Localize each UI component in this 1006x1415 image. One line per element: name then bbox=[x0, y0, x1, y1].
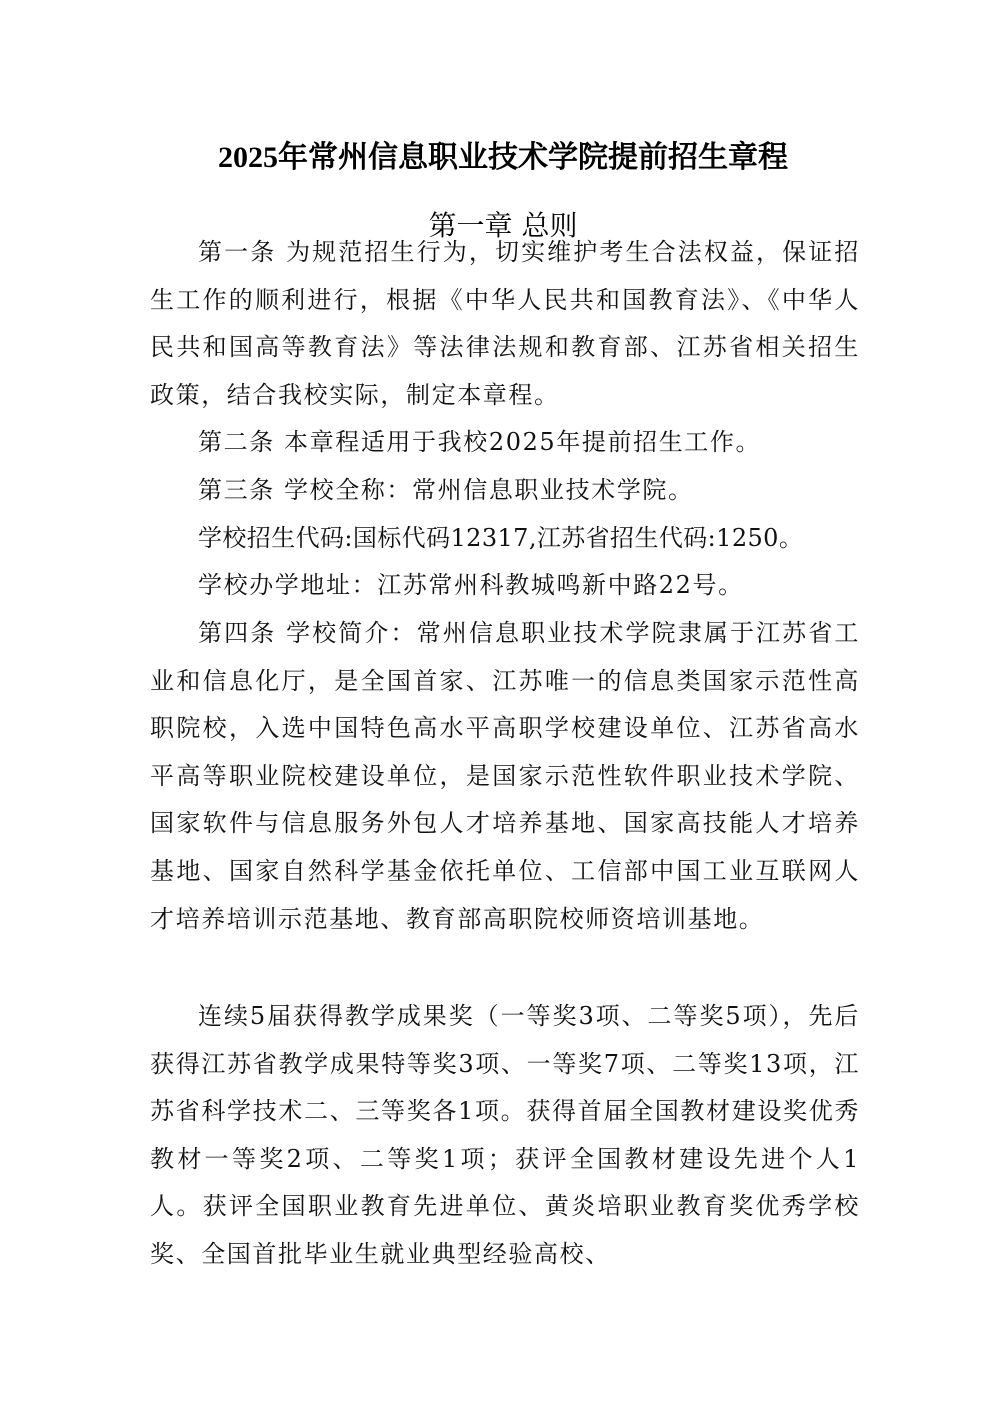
document-title: 2025年常州信息职业技术学院提前招生章程 bbox=[218, 141, 788, 175]
paragraph-school-address: 学校办学地址：江苏常州科教城鸣新中路22号。 bbox=[198, 571, 744, 599]
paragraph-article-2: 第二条 本章程适用于我校2025年提前招生工作。 bbox=[198, 428, 762, 456]
chapter-heading: 第一章 总则 bbox=[428, 209, 578, 243]
paragraph-article-3: 第三条 学校全称：常州信息职业技术学院。 bbox=[198, 476, 694, 504]
paragraph-awards: 连续5届获得教学成果奖（一等奖3项、二等奖5项），先后获得江苏省教学成果特等奖3项、一等奖7项、二等奖13项，江苏省科学技术二、三等奖各1项。获得首届全国教材建设奖优秀教材一等奖2项、二等奖1项；获评全国教材建设先进个人1人。获评全国职业教育先进单位、黄炎培职业教育奖优秀学校奖、全国首批毕业生就业典型经验高校、 bbox=[150, 1002, 860, 1268]
paragraph-article-1: 第一条 为规范招生行为，切实维护考生合法权益，保证招生工作的顺利进行，根据《中华人民共和国教育法》、《中华人民共和国高等教育法》等法律法规和教育部、江苏省相关招生政策，结合我校实际，制定本章程。 bbox=[150, 238, 860, 409]
paragraph-enrollment-code: 学校招生代码:国标代码12317,江苏省招生代码:1250。 bbox=[198, 524, 804, 552]
paragraph-article-4: 第四条 学校简介：常州信息职业技术学院隶属于江苏省工业和信息化厅，是全国首家、江苏唯一的信息类国家示范性高职院校，入选中国特色高水平高职学校建设单位、江苏省高水平高等职业院校建设单位，是国家示范性软件职业技术学院、国家软件与信息服务外包人才培养基地、国家高技能人才培养基地、国家自然科学基金依托单位、工信部中国工业互联网人才培养培训示范基地、教育部高职院校师资培训基地。 bbox=[150, 619, 860, 933]
